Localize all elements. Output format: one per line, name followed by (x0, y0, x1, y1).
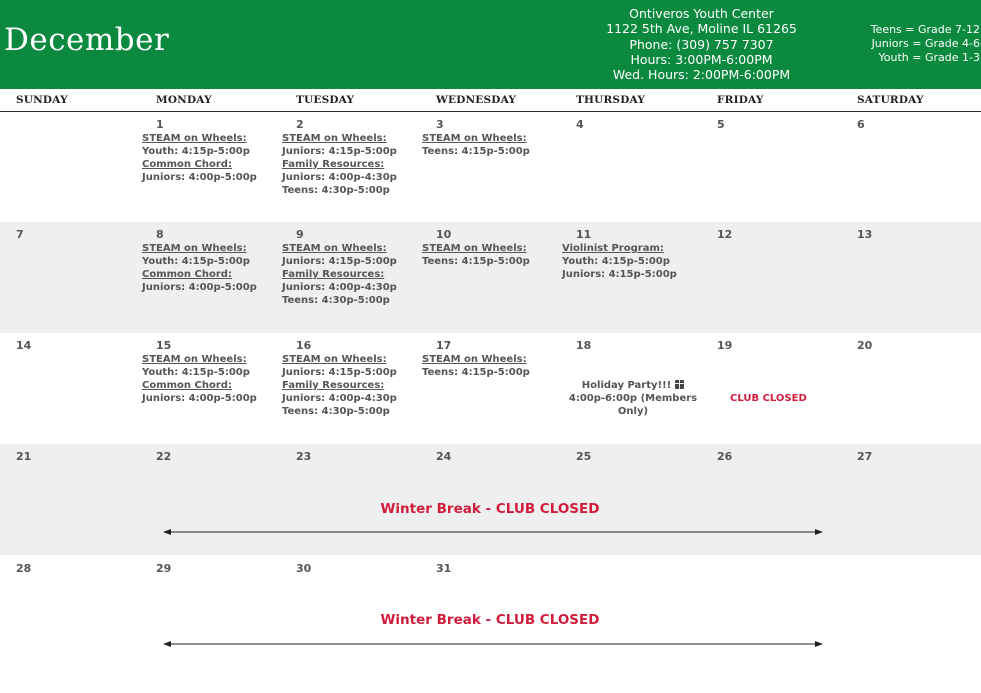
dow-thursday: THURSDAY (576, 94, 646, 106)
event-time: Juniors: 4:15p-5:00p (562, 269, 677, 280)
dow-saturday: SATURDAY (857, 94, 924, 106)
day-cell (434, 444, 572, 555)
event-list (282, 242, 417, 307)
day-cell (422, 112, 572, 223)
event-time: Teens: 4:15p-5:00p (422, 256, 530, 267)
party-line (568, 392, 698, 405)
event-time: Teens: 4:15p-5:00p (422, 146, 530, 157)
event-list (142, 132, 277, 184)
day-number: 3 (436, 118, 444, 131)
event-title: STEAM on Wheels: (142, 243, 247, 254)
day-cell (154, 556, 292, 667)
day-number: 12 (717, 228, 733, 241)
calendar-week (0, 112, 981, 223)
day-number: 24 (436, 450, 452, 463)
event-list (282, 353, 417, 418)
calendar-header (0, 0, 981, 89)
day-number: 10 (436, 228, 452, 241)
day-number: 13 (857, 228, 873, 241)
event-title: Violinist Program: (562, 243, 664, 254)
day-number: 27 (857, 450, 873, 463)
day-of-week-row (0, 89, 981, 112)
dow-tuesday: TUESDAY (296, 94, 355, 106)
calendar-week (0, 222, 981, 333)
day-number: 26 (717, 450, 733, 463)
event-list (282, 132, 417, 197)
party-line (568, 405, 698, 418)
day-number: 25 (576, 450, 592, 463)
event-title: Common Chord: (142, 269, 232, 280)
event-time: Juniors: 4:00p-4:30p (282, 172, 397, 183)
day-cell (422, 333, 572, 444)
day-number: 28 (16, 562, 32, 575)
day-number: 11 (576, 228, 592, 241)
event-title: Family Resources: (282, 269, 385, 280)
party-line (568, 379, 698, 392)
party-text: Holiday Party!!! (581, 380, 672, 391)
event-time: Youth: 4:15p-5:00p (142, 256, 250, 267)
grade-youth: Youth = Grade 1-3 (878, 51, 980, 65)
calendar-week (0, 333, 981, 444)
day-cell (294, 444, 432, 555)
event-title: STEAM on Wheels: (422, 133, 527, 144)
day-cell (282, 112, 432, 223)
gift-icon (675, 380, 684, 389)
day-cell (14, 556, 152, 667)
event-list (422, 132, 557, 158)
day-number: 9 (296, 228, 304, 241)
day-cell (282, 222, 432, 333)
center-wed-hours: Wed. Hours: 2:00PM-6:00PM (612, 67, 791, 83)
day-number: 31 (436, 562, 452, 575)
dow-wednesday: WEDNESDAY (436, 94, 517, 106)
calendar-week (0, 444, 981, 555)
center-phone: Phone: (309) 757 7307 (629, 36, 774, 52)
event-time: Juniors: 4:15p-5:00p (282, 367, 397, 378)
arrow-head-right (815, 529, 823, 535)
day-number: 4 (576, 118, 584, 131)
event-time: Juniors: 4:00p-4:30p (282, 393, 397, 404)
month-title: December (4, 22, 170, 58)
day-cell (715, 222, 853, 333)
day-number: 20 (857, 339, 873, 352)
event-time: Teens: 4:30p-5:00p (282, 185, 390, 196)
dow-friday: FRIDAY (717, 94, 764, 106)
day-cell (14, 222, 152, 333)
day-cell (154, 444, 292, 555)
event-time: Juniors: 4:15p-5:00p (282, 256, 397, 267)
event-list (562, 242, 697, 281)
event-time: Juniors: 4:00p-5:00p (142, 282, 257, 293)
day-number: 30 (296, 562, 312, 575)
center-name: Ontiveros Youth Center (629, 6, 774, 21)
day-number: 18 (576, 339, 592, 352)
day-number: 17 (436, 339, 452, 352)
day-cell (14, 333, 152, 444)
arrow-head-left (163, 529, 171, 535)
day-number: 22 (156, 450, 172, 463)
day-number: 7 (16, 228, 24, 241)
day-cell (282, 333, 432, 444)
dow-sunday: SUNDAY (16, 94, 68, 106)
event-time: Teens: 4:15p-5:00p (422, 367, 530, 378)
day-cell (562, 222, 712, 333)
day-number: 29 (156, 562, 172, 575)
event-title: STEAM on Wheels: (282, 243, 387, 254)
center-info (560, 6, 843, 82)
day-cell (142, 112, 292, 223)
day-cell (14, 112, 152, 223)
double-arrow-icon (163, 527, 823, 537)
event-title: STEAM on Wheels: (282, 354, 387, 365)
arrow-head-left (163, 641, 171, 647)
event-title: STEAM on Wheels: (422, 354, 527, 365)
day-cell (574, 444, 712, 555)
day-cell (574, 112, 712, 223)
double-arrow-icon (163, 639, 823, 649)
day-cell (715, 333, 853, 444)
day-cell (422, 222, 572, 333)
event-title: STEAM on Wheels: (142, 133, 247, 144)
event-title: Common Chord: (142, 159, 232, 170)
event-time: Teens: 4:30p-5:00p (282, 295, 390, 306)
day-cell (855, 444, 981, 555)
day-number: 16 (296, 339, 312, 352)
party-text: Only) (617, 406, 649, 417)
day-cell (142, 333, 292, 444)
day-cell (715, 112, 853, 223)
event-time: Youth: 4:15p-5:00p (142, 367, 250, 378)
event-time: Juniors: 4:00p-5:00p (142, 393, 257, 404)
day-cell (14, 444, 152, 555)
holiday-party-event (568, 379, 698, 418)
event-list (142, 353, 277, 405)
day-cell (855, 556, 981, 667)
event-time: Juniors: 4:15p-5:00p (282, 146, 397, 157)
day-number: 5 (717, 118, 725, 131)
club-closed-label: CLUB CLOSED (730, 393, 807, 404)
day-cell (142, 222, 292, 333)
event-time: Juniors: 4:00p-5:00p (142, 172, 257, 183)
day-number: 2 (296, 118, 304, 131)
day-number: 1 (156, 118, 164, 131)
event-time: Youth: 4:15p-5:00p (562, 256, 670, 267)
event-list (142, 242, 277, 294)
grade-legend (850, 23, 980, 66)
winter-break-label: Winter Break - CLUB CLOSED (380, 612, 600, 628)
event-list (422, 242, 557, 268)
calendar-week (0, 556, 981, 667)
event-time: Teens: 4:30p-5:00p (282, 406, 390, 417)
event-time: Juniors: 4:00p-4:30p (282, 282, 397, 293)
winter-break-label: Winter Break - CLUB CLOSED (380, 501, 600, 517)
day-number: 8 (156, 228, 164, 241)
event-title: Common Chord: (142, 380, 232, 391)
day-cell (715, 556, 853, 667)
event-title: Family Resources: (282, 380, 385, 391)
day-number: 23 (296, 450, 312, 463)
day-number: 6 (857, 118, 865, 131)
event-time: Youth: 4:15p-5:00p (142, 146, 250, 157)
day-cell (855, 333, 981, 444)
event-title: STEAM on Wheels: (282, 133, 387, 144)
center-address: 1122 5th Ave, Moline IL 61265 (606, 21, 797, 37)
day-cell (855, 112, 981, 223)
day-number: 19 (717, 339, 733, 352)
grade-juniors: Juniors = Grade 4-6 (871, 37, 980, 51)
event-title: STEAM on Wheels: (142, 354, 247, 365)
day-cell (715, 444, 853, 555)
event-title: Family Resources: (282, 159, 385, 170)
grade-teens: Teens = Grade 7-12 (870, 23, 980, 36)
day-number: 21 (16, 450, 32, 463)
event-title: STEAM on Wheels: (422, 243, 527, 254)
day-cell (855, 222, 981, 333)
day-number: 14 (16, 339, 32, 352)
party-text: 4:00p-6:00p (Members (568, 393, 698, 404)
day-cell (568, 333, 712, 444)
center-hours: Hours: 3:00PM-6:00PM (630, 51, 773, 67)
event-list (422, 353, 557, 379)
dow-monday: MONDAY (156, 94, 212, 106)
arrow-head-right (815, 641, 823, 647)
day-number: 15 (156, 339, 172, 352)
